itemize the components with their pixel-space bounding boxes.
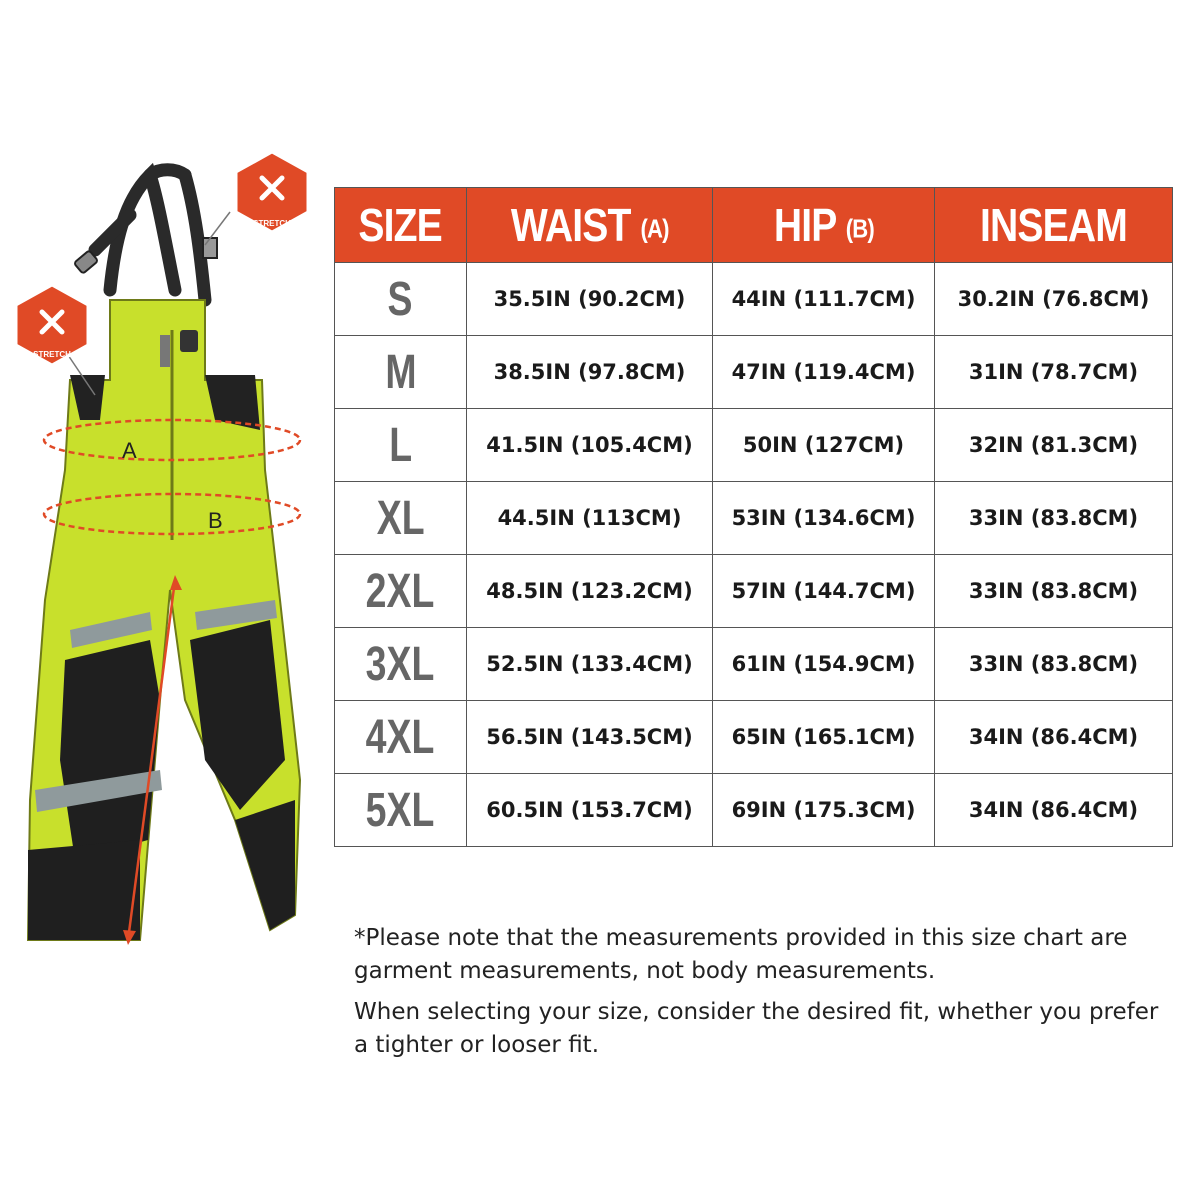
waist-cell: 52.5IN (133.4CM) (467, 628, 713, 701)
inseam-cell: 30.2IN (76.8CM) (935, 263, 1173, 336)
stretch-badge-top (205, 152, 308, 245)
size-cell: 3XL (335, 628, 467, 701)
size-cell: S (335, 263, 467, 336)
waist-cell: 35.5IN (90.2CM) (467, 263, 713, 336)
table-row (335, 482, 1173, 555)
table-row (335, 409, 1173, 482)
table-header-row (335, 188, 1173, 263)
hip-cell: 50IN (127CM) (713, 409, 935, 482)
header-hip: HIP (B) (713, 188, 935, 263)
hip-cell: 65IN (165.1CM) (713, 701, 935, 774)
hip-cell: 53IN (134.6CM) (713, 482, 935, 555)
header-inseam: INSEAM (935, 188, 1173, 263)
table-row (335, 701, 1173, 774)
fit-note: When selecting your size, consider the desired fit, whether you prefer a tighter or looser fit. (354, 999, 1159, 1058)
suspender-straps (95, 170, 205, 300)
size-cell: XL (335, 482, 467, 555)
inseam-cell: 34IN (86.4CM) (935, 701, 1173, 774)
strap-slider (203, 238, 217, 258)
inseam-cell: 33IN (83.8CM) (935, 628, 1173, 701)
inseam-cell: 31IN (78.7CM) (935, 336, 1173, 409)
waist-cell: 44.5IN (113CM) (467, 482, 713, 555)
table-row (335, 336, 1173, 409)
hip-cell: 61IN (154.9CM) (713, 628, 935, 701)
table-row (335, 263, 1173, 336)
size-cell: M (335, 336, 467, 409)
table-row (335, 555, 1173, 628)
stretch-badge-label: STRETCH (253, 219, 291, 228)
size-chart-table (334, 187, 1173, 847)
size-cell: 2XL (335, 555, 467, 628)
header-waist: WAIST (A) (467, 188, 713, 263)
waist-cell: 48.5IN (123.2CM) (467, 555, 713, 628)
waist-cell: 41.5IN (105.4CM) (467, 409, 713, 482)
hip-cell: 57IN (144.7CM) (713, 555, 935, 628)
stretch-badge-left (16, 285, 95, 395)
waist-cell: 60.5IN (153.7CM) (467, 774, 713, 847)
bib-overall-illustration (0, 140, 330, 960)
measure-a-label: A (122, 438, 137, 463)
stretch-badge-label: STRETCH (33, 350, 71, 359)
table-row (335, 628, 1173, 701)
inseam-cell: 32IN (81.3CM) (935, 409, 1173, 482)
header-size: SIZE (335, 188, 467, 263)
hip-cell: 47IN (119.4CM) (713, 336, 935, 409)
hip-cell: 44IN (111.7CM) (713, 263, 935, 336)
size-cell: 5XL (335, 774, 467, 847)
size-cell: 4XL (335, 701, 467, 774)
size-cell: L (335, 409, 467, 482)
hip-cell: 69IN (175.3CM) (713, 774, 935, 847)
measurement-note: *Please note that the measurements provided in this size chart are garment measurements, not body measurements. (354, 925, 1128, 984)
inseam-cell: 33IN (83.8CM) (935, 482, 1173, 555)
inseam-cell: 34IN (86.4CM) (935, 774, 1173, 847)
table-row (335, 774, 1173, 847)
waist-cell: 56.5IN (143.5CM) (467, 701, 713, 774)
waist-cell: 38.5IN (97.8CM) (467, 336, 713, 409)
measure-b-label: B (208, 508, 223, 533)
inseam-cell: 33IN (83.8CM) (935, 555, 1173, 628)
